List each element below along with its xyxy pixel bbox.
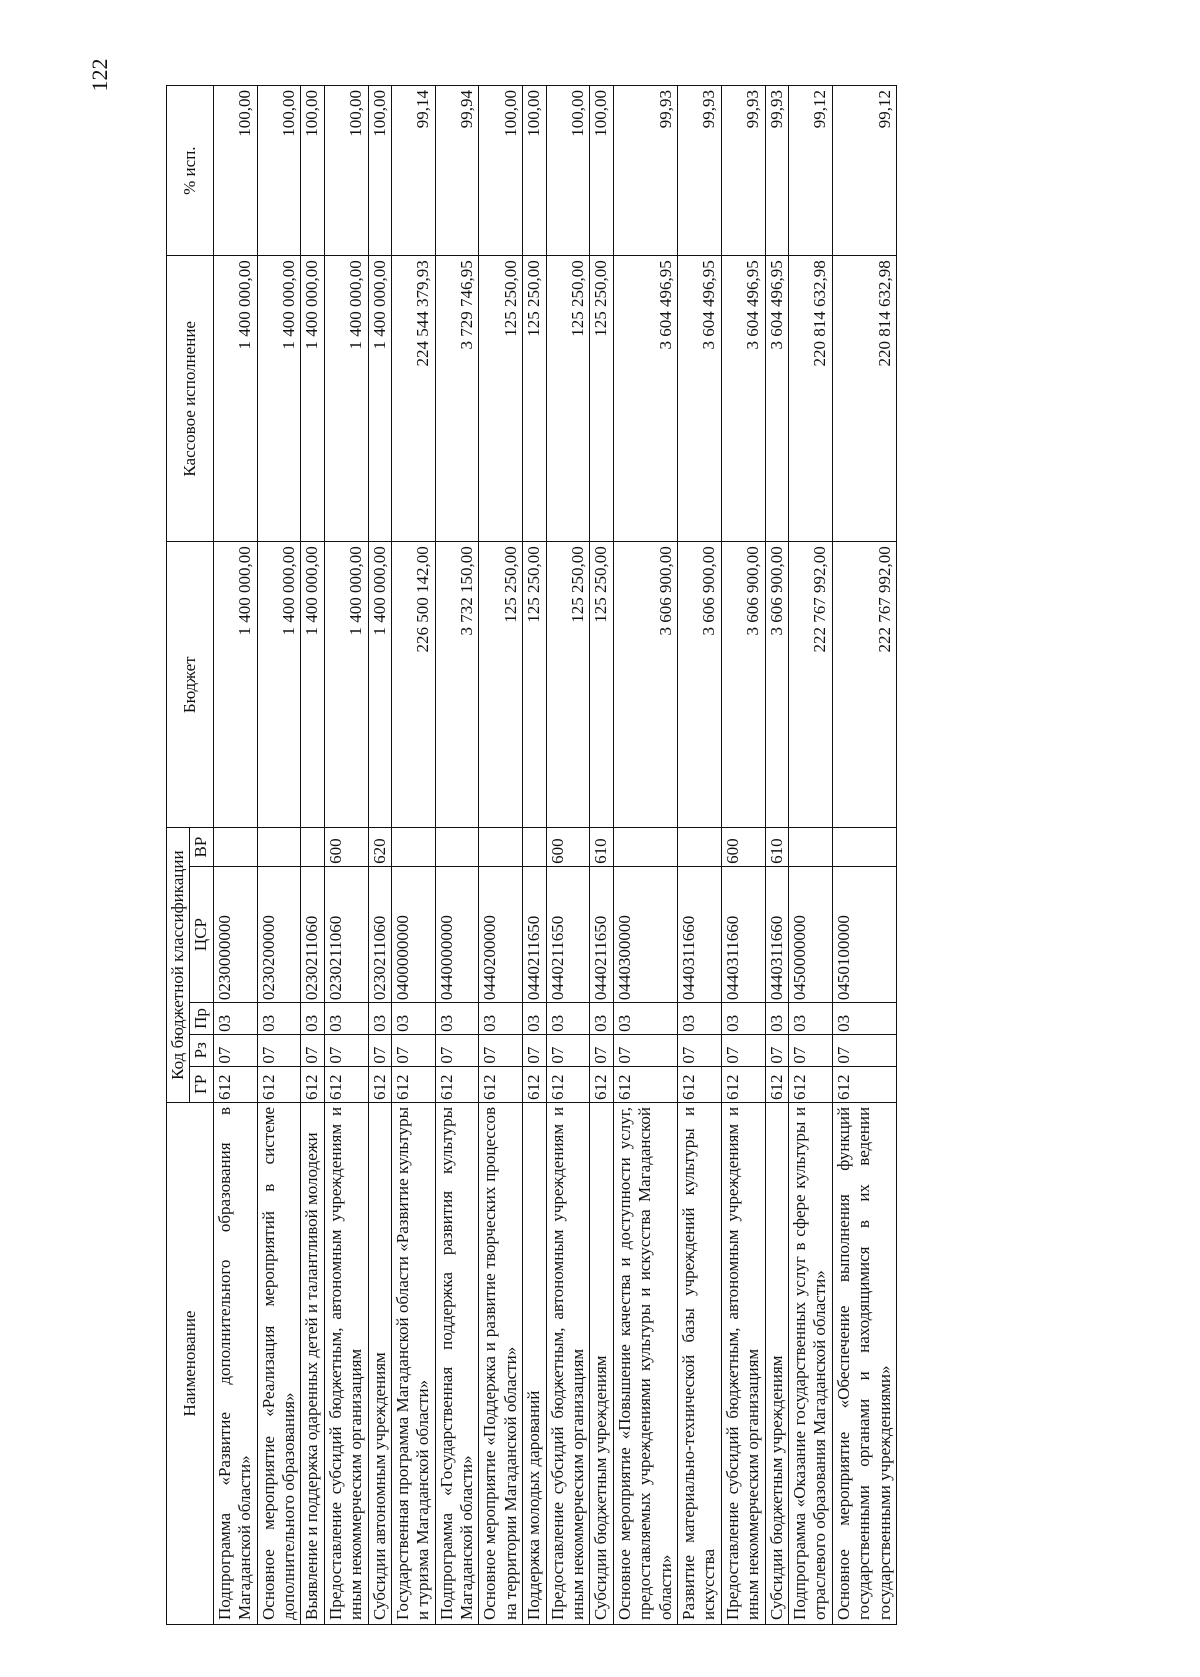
row-budget: 125 250,00	[523, 542, 546, 828]
table-row	[523, 86, 546, 1625]
row-budget: 3 732 150,00	[435, 542, 479, 828]
row-rz: 07	[613, 1034, 677, 1066]
row-execution: 3 604 496,95	[765, 256, 788, 542]
header-budget: Бюджет	[167, 542, 214, 828]
row-gr: 612	[324, 1066, 368, 1102]
table-row	[324, 86, 368, 1625]
row-vr: 610	[590, 828, 613, 867]
row-rz: 07	[765, 1034, 788, 1066]
row-rz: 07	[324, 1034, 368, 1066]
row-csr: 0230211060	[324, 866, 368, 1002]
row-gr: 612	[479, 1066, 523, 1102]
row-vr	[788, 828, 832, 867]
row-execution: 1 400 000,00	[368, 256, 391, 542]
row-execution: 1 400 000,00	[213, 256, 257, 542]
row-csr: 0450000000	[788, 866, 832, 1002]
row-budget: 1 400 000,00	[368, 542, 391, 828]
row-pr: 03	[213, 1003, 257, 1035]
row-pr: 03	[368, 1003, 391, 1035]
row-rz: 07	[368, 1034, 391, 1066]
row-csr: 0440311660	[765, 866, 788, 1002]
row-csr: 0230211060	[368, 866, 391, 1002]
row-rz: 07	[257, 1034, 301, 1066]
row-name: Государственная программа Магаданской области «Развитие культуры и туризма Магаданской области»	[391, 1102, 435, 1624]
row-vr	[301, 828, 324, 867]
row-budget: 226 500 142,00	[391, 542, 435, 828]
row-percent: 99,93	[721, 86, 765, 256]
row-budget: 125 250,00	[590, 542, 613, 828]
row-rz: 07	[213, 1034, 257, 1066]
row-csr: 0450100000	[832, 866, 896, 1002]
row-rz: 07	[479, 1034, 523, 1066]
row-pr: 03	[301, 1003, 324, 1035]
row-name: Предоставление субсидий бюджетным, автономным учреждениям и иным некоммерческим организациям	[546, 1102, 590, 1624]
row-percent: 100,00	[213, 86, 257, 256]
row-gr: 612	[368, 1066, 391, 1102]
table-row	[765, 86, 788, 1625]
row-percent: 99,12	[832, 86, 896, 256]
row-gr: 612	[435, 1066, 479, 1102]
row-percent: 100,00	[546, 86, 590, 256]
row-execution: 3 729 746,95	[435, 256, 479, 542]
row-pr: 03	[391, 1003, 435, 1035]
row-pr: 03	[832, 1003, 896, 1035]
header-csr: ЦСР	[190, 866, 213, 1002]
table-row	[788, 86, 832, 1625]
row-name: Основное мероприятие «Реализация мероприятий в системе дополнительного образования»	[257, 1102, 301, 1624]
table-row	[368, 86, 391, 1625]
row-pr: 03	[324, 1003, 368, 1035]
row-csr: 0230200000	[257, 866, 301, 1002]
table-row	[721, 86, 765, 1625]
table-row	[677, 86, 721, 1625]
row-csr: 0440211650	[590, 866, 613, 1002]
header-code-group: Код бюджетной классификации	[167, 828, 190, 1103]
row-percent: 99,12	[788, 86, 832, 256]
row-percent: 100,00	[301, 86, 324, 256]
table-row	[832, 86, 896, 1625]
table-header	[167, 86, 214, 1625]
table-row	[479, 86, 523, 1625]
row-name: Выявление и поддержка одаренных детей и талантливой молодежи	[301, 1102, 324, 1624]
row-gr: 612	[788, 1066, 832, 1102]
row-execution: 224 544 379,93	[391, 256, 435, 542]
row-rz: 07	[391, 1034, 435, 1066]
row-csr: 0440200000	[479, 866, 523, 1002]
row-vr	[213, 828, 257, 867]
row-execution: 3 604 496,95	[613, 256, 677, 542]
header-gr: ГР	[190, 1066, 213, 1102]
row-gr: 612	[721, 1066, 765, 1102]
row-budget: 1 400 000,00	[257, 542, 301, 828]
row-percent: 100,00	[479, 86, 523, 256]
row-name: Предоставление субсидий бюджетным, автономным учреждениям и иным некоммерческим организациям	[721, 1102, 765, 1624]
row-vr: 600	[324, 828, 368, 867]
row-percent: 100,00	[590, 86, 613, 256]
row-budget: 222 767 992,00	[832, 542, 896, 828]
row-execution: 220 814 632,98	[832, 256, 896, 542]
budget-table	[166, 85, 897, 1625]
row-pr: 03	[479, 1003, 523, 1035]
row-percent: 100,00	[257, 86, 301, 256]
row-execution: 125 250,00	[479, 256, 523, 542]
page-number: 122	[87, 58, 112, 92]
table-row	[301, 86, 324, 1625]
row-percent: 99,94	[435, 86, 479, 256]
row-pr: 03	[788, 1003, 832, 1035]
table-row	[213, 86, 257, 1625]
row-csr: 0440311660	[677, 866, 721, 1002]
row-gr: 612	[677, 1066, 721, 1102]
row-budget: 125 250,00	[546, 542, 590, 828]
row-csr: 0440211650	[546, 866, 590, 1002]
row-pr: 03	[677, 1003, 721, 1035]
row-rz: 07	[832, 1034, 896, 1066]
row-gr: 612	[546, 1066, 590, 1102]
row-name: Подпрограмма «Развитие дополнительного образования в Магаданской области»	[213, 1102, 257, 1624]
row-name: Основное мероприятие «Повышение качества и доступности услуг, предоставляемых учреждениями культуры и искусства Магаданской области»	[613, 1102, 677, 1624]
row-execution: 3 604 496,95	[677, 256, 721, 542]
row-name: Поддержка молодых дарований	[523, 1102, 546, 1624]
row-execution: 125 250,00	[523, 256, 546, 542]
row-rz: 07	[590, 1034, 613, 1066]
row-vr	[257, 828, 301, 867]
row-csr: 0230000000	[213, 866, 257, 1002]
row-execution: 125 250,00	[546, 256, 590, 542]
header-execution: Кассовое исполнение	[167, 256, 214, 542]
row-gr: 612	[301, 1066, 324, 1102]
row-budget: 3 606 900,00	[765, 542, 788, 828]
row-rz: 07	[788, 1034, 832, 1066]
row-vr: 620	[368, 828, 391, 867]
table-row	[613, 86, 677, 1625]
row-percent: 100,00	[523, 86, 546, 256]
row-execution: 1 400 000,00	[301, 256, 324, 542]
row-percent: 99,93	[677, 86, 721, 256]
row-execution: 220 814 632,98	[788, 256, 832, 542]
row-name: Субсидии бюджетным учреждениям	[765, 1102, 788, 1624]
row-rz: 07	[301, 1034, 324, 1066]
row-vr	[479, 828, 523, 867]
row-rz: 07	[435, 1034, 479, 1066]
row-percent: 99,93	[765, 86, 788, 256]
row-csr: 0440300000	[613, 866, 677, 1002]
row-pr: 03	[613, 1003, 677, 1035]
row-execution: 3 604 496,95	[721, 256, 765, 542]
row-gr: 612	[523, 1066, 546, 1102]
row-budget: 1 400 000,00	[301, 542, 324, 828]
row-gr: 612	[391, 1066, 435, 1102]
header-pr: Пр	[190, 1003, 213, 1035]
header-name: Наименование	[167, 1102, 214, 1624]
row-csr: 0440000000	[435, 866, 479, 1002]
table-row	[391, 86, 435, 1625]
row-pr: 03	[257, 1003, 301, 1035]
row-vr	[435, 828, 479, 867]
row-csr: 0440311660	[721, 866, 765, 1002]
row-vr	[677, 828, 721, 867]
header-rz: Рз	[190, 1034, 213, 1066]
row-budget: 3 606 900,00	[613, 542, 677, 828]
table-row	[257, 86, 301, 1625]
table-body	[213, 86, 896, 1625]
rotated-page	[166, 85, 1086, 1625]
header-percent: % исп.	[167, 86, 214, 256]
row-rz: 07	[546, 1034, 590, 1066]
row-gr: 612	[613, 1066, 677, 1102]
row-pr: 03	[590, 1003, 613, 1035]
table-row	[546, 86, 590, 1625]
row-vr: 600	[546, 828, 590, 867]
row-execution: 125 250,00	[590, 256, 613, 542]
row-name: Субсидии бюджетным учреждениям	[590, 1102, 613, 1624]
row-csr: 0230211060	[301, 866, 324, 1002]
row-pr: 03	[721, 1003, 765, 1035]
row-name: Подпрограмма «Государственная поддержка развития культуры Магаданской области»	[435, 1102, 479, 1624]
table-row	[435, 86, 479, 1625]
table-row	[590, 86, 613, 1625]
row-vr: 610	[765, 828, 788, 867]
row-gr: 612	[257, 1066, 301, 1102]
row-vr	[832, 828, 896, 867]
row-budget: 125 250,00	[479, 542, 523, 828]
row-rz: 07	[721, 1034, 765, 1066]
row-name: Предоставление субсидий бюджетным, автономным учреждениям и иным некоммерческим организациям	[324, 1102, 368, 1624]
row-percent: 99,93	[613, 86, 677, 256]
row-percent: 100,00	[368, 86, 391, 256]
row-rz: 07	[523, 1034, 546, 1066]
row-execution: 1 400 000,00	[324, 256, 368, 542]
row-budget: 1 400 000,00	[324, 542, 368, 828]
row-budget: 3 606 900,00	[721, 542, 765, 828]
row-vr	[523, 828, 546, 867]
header-vr: ВР	[190, 828, 213, 867]
row-csr: 0440211650	[523, 866, 546, 1002]
row-gr: 612	[765, 1066, 788, 1102]
row-percent: 99,14	[391, 86, 435, 256]
row-csr: 0400000000	[391, 866, 435, 1002]
row-name: Основное мероприятие «Поддержка и развитие творческих процессов на территории Магаданской области»	[479, 1102, 523, 1624]
row-name: Субсидии автономным учреждениям	[368, 1102, 391, 1624]
row-budget: 1 400 000,00	[213, 542, 257, 828]
row-name: Основное мероприятие «Обеспечение выполнения функций государственными органами и находящимися в их ведении государственными учреждениями»	[832, 1102, 896, 1624]
row-pr: 03	[523, 1003, 546, 1035]
row-budget: 222 767 992,00	[788, 542, 832, 828]
row-percent: 100,00	[324, 86, 368, 256]
row-vr: 600	[721, 828, 765, 867]
row-pr: 03	[765, 1003, 788, 1035]
row-name: Развитие материально-технической базы учреждений культуры и искусства	[677, 1102, 721, 1624]
row-pr: 03	[546, 1003, 590, 1035]
row-vr	[391, 828, 435, 867]
row-gr: 612	[590, 1066, 613, 1102]
row-name: Подпрограмма «Оказание государственных услуг в сфере культуры и отраслевого образования Магаданской области»	[788, 1102, 832, 1624]
row-budget: 3 606 900,00	[677, 542, 721, 828]
row-gr: 612	[832, 1066, 896, 1102]
row-vr	[613, 828, 677, 867]
row-execution: 1 400 000,00	[257, 256, 301, 542]
row-gr: 612	[213, 1066, 257, 1102]
row-pr: 03	[435, 1003, 479, 1035]
row-rz: 07	[677, 1034, 721, 1066]
